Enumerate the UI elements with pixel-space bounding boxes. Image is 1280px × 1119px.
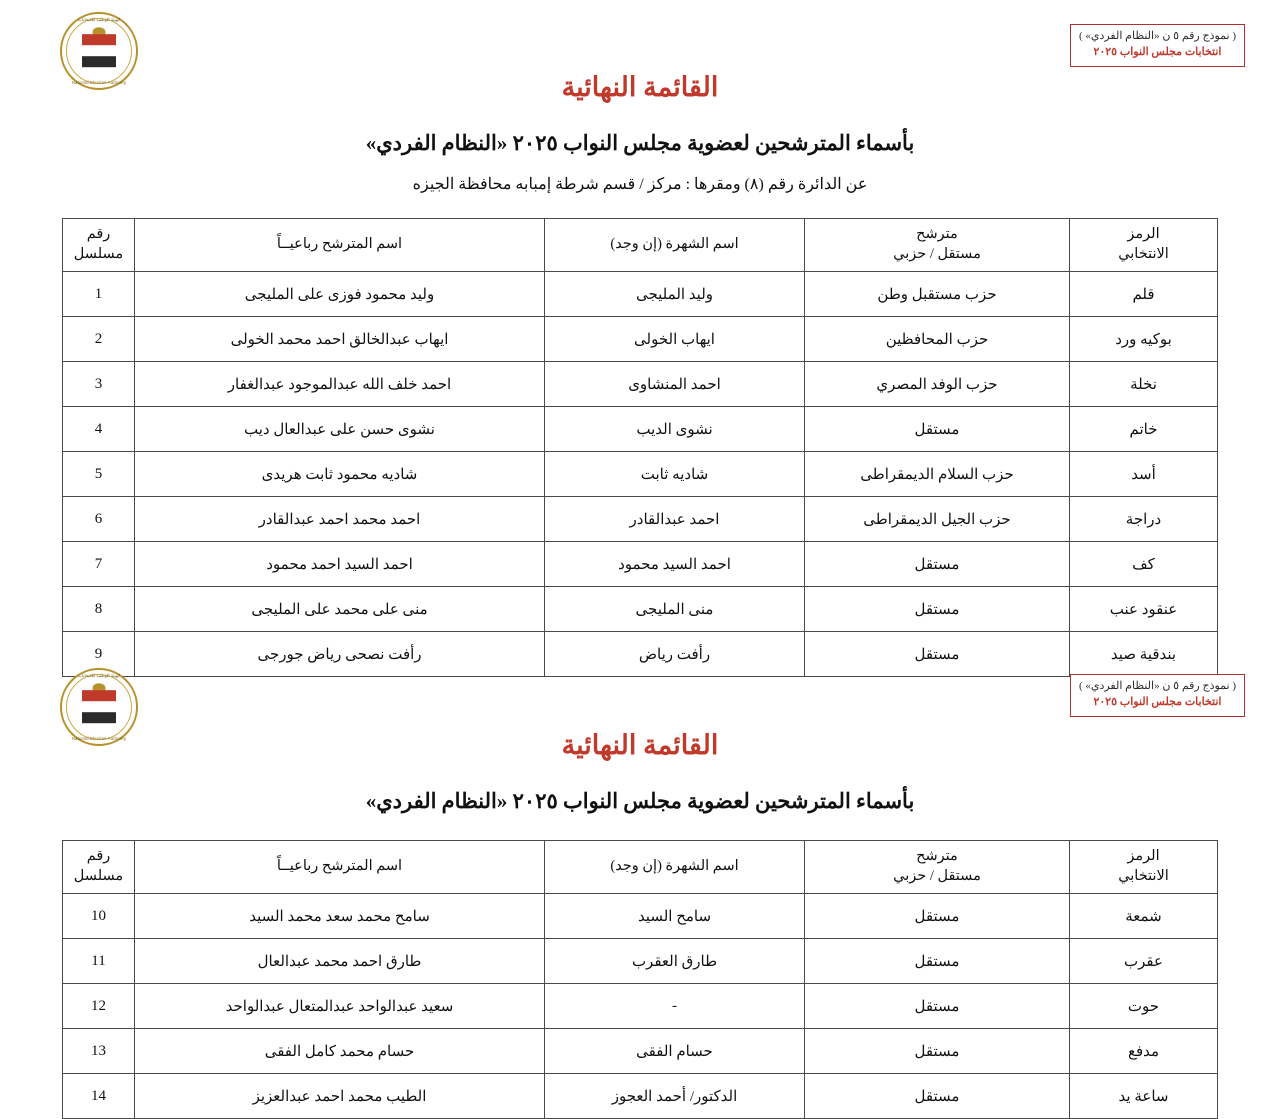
table-row	[63, 1029, 1218, 1074]
candidate-symbol: أسد	[1070, 452, 1218, 497]
table-row	[63, 272, 1218, 317]
column-header-symbol-line1: الرمز	[1127, 226, 1160, 243]
candidate-symbol: عنقود عنب	[1070, 587, 1218, 632]
column-header-party-line2: مستقل / حزبي	[893, 246, 981, 262]
national-election-authority-emblem-icon-page-2	[60, 668, 138, 746]
column-header-symbol-line2: الانتخابي	[1118, 246, 1169, 262]
column-header-fame: اسم الشهرة (إن وجد)	[545, 219, 805, 272]
candidate-name: احمد خلف الله عبدالموجود عبدالغفار	[135, 362, 545, 407]
candidate-party: حزب الجيل الديمقراطى	[805, 497, 1070, 542]
form-stamp-box-2	[1070, 674, 1245, 717]
emblem-bottom-text: National Election Authority	[71, 80, 127, 85]
candidate-name: ايهاب عبدالخالق احمد محمد الخولى	[135, 317, 545, 362]
candidate-serial: 9	[63, 632, 135, 677]
table-row	[63, 894, 1218, 939]
column-header-serial-line2: مسلسل	[73, 246, 124, 262]
table-row	[63, 542, 1218, 587]
candidate-serial: 5	[63, 452, 135, 497]
table-row	[63, 452, 1218, 497]
district-line: عن الدائرة رقم (٨) ومقرها : مركز / قسم شرطة إمبابه محافظة الجيزه	[412, 176, 868, 193]
form-stamp-line-1-page-2: ( نموذج رقم ٥ ن «النظام الفردي» )	[1078, 680, 1236, 692]
candidate-name: منى على محمد على المليجى	[135, 587, 545, 632]
candidate-party: حزب الوفد المصري	[805, 362, 1070, 407]
candidate-party: مستقل	[805, 587, 1070, 632]
candidate-fame: احمد المنشاوى	[545, 362, 805, 407]
candidate-fame: طارق العقرب	[545, 939, 805, 984]
candidate-symbol: حوت	[1070, 984, 1218, 1029]
page-title: القائمة النهائية	[561, 72, 719, 102]
column-header-name-2: اسم المترشح رباعيــاً	[135, 841, 545, 894]
candidate-symbol: شمعة	[1070, 894, 1218, 939]
column-header-serial	[63, 219, 135, 272]
table-row	[63, 362, 1218, 407]
candidate-fame: رأفت رياض	[545, 632, 805, 677]
table-row	[63, 497, 1218, 542]
emblem-top-text-page-2: الهيئة الوطنية للانتخابات	[77, 673, 121, 678]
candidate-symbol: مدفع	[1070, 1029, 1218, 1074]
candidate-party: حزب مستقبل وطن	[805, 272, 1070, 317]
candidate-party: مستقل	[805, 407, 1070, 452]
candidate-fame: منى المليجى	[545, 587, 805, 632]
candidate-party: حزب المحافظين	[805, 317, 1070, 362]
column-header-party	[805, 219, 1070, 272]
column-header-symbol-line2-2: الانتخابي	[1118, 868, 1169, 884]
table-row	[63, 587, 1218, 632]
candidate-serial: 2	[63, 317, 135, 362]
column-header-party-line1: مترشح	[916, 226, 958, 243]
candidate-name: رأفت نصحى رياض جورجى	[135, 632, 545, 677]
column-header-serial-line1: رقم	[86, 226, 111, 243]
table-header-row	[63, 219, 1218, 272]
column-header-symbol-line1-2: الرمز	[1127, 848, 1160, 865]
candidate-name: سعيد عبدالواحد عبدالمتعال عبدالواحد	[135, 984, 545, 1029]
eagle-icon-page-2	[82, 686, 116, 726]
candidate-party: مستقل	[805, 984, 1070, 1029]
candidate-serial: 6	[63, 497, 135, 542]
candidates-table-page-2	[62, 840, 1218, 1119]
candidate-party: مستقل	[805, 542, 1070, 587]
candidate-fame: ايهاب الخولى	[545, 317, 805, 362]
candidate-name: وليد محمود فوزى على المليجى	[135, 272, 545, 317]
table-row	[63, 939, 1218, 984]
candidate-serial: 7	[63, 542, 135, 587]
candidate-serial: 12	[63, 984, 135, 1029]
candidate-party: مستقل	[805, 894, 1070, 939]
candidate-name: احمد محمد احمد عبدالقادر	[135, 497, 545, 542]
form-stamp-box	[1070, 24, 1245, 67]
candidate-serial: 10	[63, 894, 135, 939]
candidate-serial: 3	[63, 362, 135, 407]
candidate-symbol: دراجة	[1070, 497, 1218, 542]
candidate-party: مستقل	[805, 1029, 1070, 1074]
table-row	[63, 317, 1218, 362]
candidate-name: سامح محمد سعد محمد السيد	[135, 894, 545, 939]
candidate-party: حزب السلام الديمقراطى	[805, 452, 1070, 497]
candidate-party: مستقل	[805, 939, 1070, 984]
candidate-name: احمد السيد احمد محمود	[135, 542, 545, 587]
candidate-fame: نشوى الديب	[545, 407, 805, 452]
candidate-fame: الدكتور/ أحمد العجوز	[545, 1074, 805, 1119]
candidate-fame: احمد السيد محمود	[545, 542, 805, 587]
column-header-fame-2: اسم الشهرة (إن وجد)	[545, 841, 805, 894]
candidate-serial: 14	[63, 1074, 135, 1119]
candidate-fame: وليد المليجى	[545, 272, 805, 317]
candidate-name: حسام محمد كامل الفقى	[135, 1029, 545, 1074]
candidate-fame: حسام الفقى	[545, 1029, 805, 1074]
candidate-serial: 1	[63, 272, 135, 317]
column-header-party-2	[805, 841, 1070, 894]
candidate-symbol: قلم	[1070, 272, 1218, 317]
candidate-symbol: بوكيه ورد	[1070, 317, 1218, 362]
candidate-serial: 11	[63, 939, 135, 984]
candidate-serial: 8	[63, 587, 135, 632]
candidate-name: شاديه محمود ثابت هريدى	[135, 452, 545, 497]
candidate-serial: 13	[63, 1029, 135, 1074]
column-header-serial-2	[63, 841, 135, 894]
candidate-name: الطيب محمد احمد عبدالعزيز	[135, 1074, 545, 1119]
column-header-name: اسم المترشح رباعيــاً	[135, 219, 545, 272]
column-header-symbol	[1070, 219, 1218, 272]
form-stamp-line-1: ( نموذج رقم ٥ ن «النظام الفردي» )	[1078, 30, 1236, 42]
table-header-row-2	[63, 841, 1218, 894]
page-title-2: القائمة النهائية	[561, 730, 719, 760]
emblem-top-text: الهيئة الوطنية للانتخابات	[77, 17, 121, 22]
eagle-icon	[82, 30, 116, 70]
column-header-party-line1-2: مترشح	[916, 848, 958, 865]
column-header-serial-line1-2: رقم	[86, 848, 111, 865]
candidate-symbol: نخلة	[1070, 362, 1218, 407]
candidate-name: نشوى حسن على عبدالعال ديب	[135, 407, 545, 452]
candidate-symbol: عقرب	[1070, 939, 1218, 984]
form-stamp-line-2: انتخابات مجلس النواب ٢٠٢٥	[1093, 45, 1222, 58]
table-row	[63, 407, 1218, 452]
candidate-party: مستقل	[805, 1074, 1070, 1119]
candidate-symbol: ساعة يد	[1070, 1074, 1218, 1119]
candidates-table-page-1	[62, 218, 1218, 677]
candidate-fame: سامح السيد	[545, 894, 805, 939]
candidate-fame: شاديه ثابت	[545, 452, 805, 497]
candidate-symbol: بندقية صيد	[1070, 632, 1218, 677]
column-header-serial-line2-2: مسلسل	[73, 868, 124, 884]
candidate-symbol: كف	[1070, 542, 1218, 587]
table-row	[63, 1074, 1218, 1119]
column-header-symbol-2	[1070, 841, 1218, 894]
page-2	[0, 668, 1280, 1119]
column-header-party-line2-2: مستقل / حزبي	[893, 868, 981, 884]
candidate-party: مستقل	[805, 632, 1070, 677]
national-election-authority-emblem-icon	[60, 12, 138, 90]
candidate-fame: احمد عبدالقادر	[545, 497, 805, 542]
page-subtitle: بأسماء المترشحين لعضوية مجلس النواب ٢٠٢٥ «النظام الفردي»	[365, 131, 915, 155]
candidate-fame: -	[545, 984, 805, 1029]
form-stamp-line-2-page-2: انتخابات مجلس النواب ٢٠٢٥	[1093, 695, 1222, 708]
table-row	[63, 984, 1218, 1029]
candidate-symbol: خاتم	[1070, 407, 1218, 452]
page-subtitle-2: بأسماء المترشحين لعضوية مجلس النواب ٢٠٢٥ «النظام الفردي»	[365, 789, 915, 813]
candidate-name: طارق احمد محمد عبدالعال	[135, 939, 545, 984]
emblem-bottom-text-page-2: National Election Authority	[71, 736, 127, 741]
candidate-serial: 4	[63, 407, 135, 452]
